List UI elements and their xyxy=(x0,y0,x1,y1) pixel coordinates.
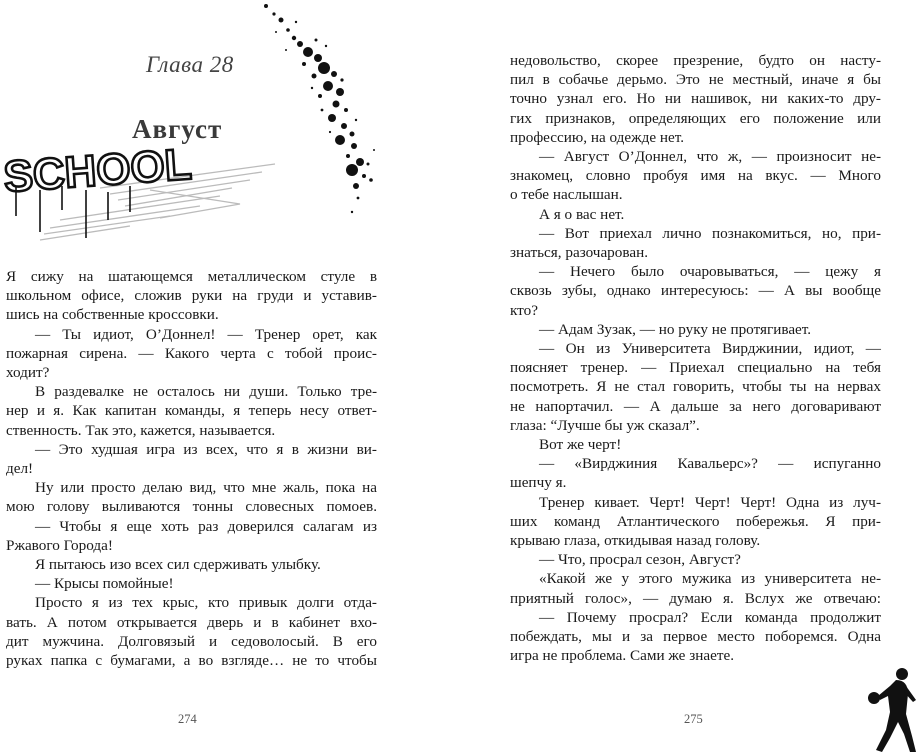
text-line: недовольство, скорее презрение, будто он насту- xyxy=(510,52,881,69)
text-line: А я о вас нет. xyxy=(539,205,625,223)
right-page xyxy=(462,0,919,754)
text-line: ственность. Так это, кажется, называется. xyxy=(6,421,276,439)
text-line: школьном офисе, сложив руки на груди и уставив- xyxy=(6,287,377,305)
text-line: руках папка с бумагами, а во взгляде… не то чтобы xyxy=(6,652,377,670)
text-line: — Август О’Доннел, что ж, — произносит не- xyxy=(539,148,881,166)
basketball-player-silhouette-icon xyxy=(866,664,919,754)
text-line: сквозь зубы, однако интересуюсь: — А вы вообще xyxy=(510,282,881,300)
text-line: Ну или просто делаю вид, что мне жаль, пока на xyxy=(35,479,377,497)
text-line: приятный голос», — думаю я. Вслух же отвечаю: xyxy=(510,589,881,607)
chapter-title: Август xyxy=(132,114,223,144)
text-line: — Вот приехал лично познакомиться, но, при- xyxy=(539,224,881,242)
text-line: вать. А потом открывается дверь и в кабинет вхо- xyxy=(6,613,377,631)
text-line: поясняет тренер. — Приехал специально на тебя xyxy=(510,359,881,377)
text-line: ших команд Атлантического побережья. Я при- xyxy=(510,512,881,530)
text-line: Ржавого Города! xyxy=(6,536,113,554)
text-line: — Почему просрал? Если команда продолжит xyxy=(539,608,881,626)
text-line: Я пытаюсь изо всех сил сдерживать улыбку. xyxy=(35,556,321,574)
text-line: глаза: “Лучше бы уж сказал”. xyxy=(510,416,700,434)
text-line: дел! xyxy=(6,460,34,478)
text-line: — Это худшая игра из всех, что я в жизни ви- xyxy=(35,440,377,458)
page-number: 275 xyxy=(684,712,703,726)
text-line: дит мужчина. Долговязый и седоволосый. В его xyxy=(6,632,377,650)
text-line: гих признаков, определяющих его положение или xyxy=(510,109,881,127)
page-number: 274 xyxy=(178,712,197,726)
text-line: — Нечего было очаровываться, — цежу я xyxy=(539,263,881,281)
right-page-body xyxy=(510,51,881,666)
text-line: Просто я из тех крыс, кто привык долги отдa- xyxy=(35,594,377,612)
graffiti-school-text: SCHOOL xyxy=(1,139,194,202)
text-line: пил в собачье дерьмо. Это не местный, иначе я бы xyxy=(510,71,881,89)
text-line: нер и я. Как капитан команды, я теперь несу ответ- xyxy=(6,402,377,420)
text-line: «Какой же у этого мужика из университета не- xyxy=(539,570,881,588)
text-line: шепчу я. xyxy=(510,474,567,492)
text-line: игра не проблема. Сами же знаете. xyxy=(510,647,735,665)
text-line: профессию, на одежде нет. xyxy=(510,128,685,146)
text-line: Вот же черт! xyxy=(539,436,622,454)
text-line: — Что, просрал сезон, Август? xyxy=(539,551,741,569)
text-line: — «Вирджиния Кавальерс»? — испуганно xyxy=(539,455,881,473)
text-line: не напортачил. — А дальше за него договаривают xyxy=(510,397,881,415)
text-line: кто? xyxy=(510,301,538,319)
text-line: о тебе наслышан. xyxy=(510,186,623,204)
text-line: Я сижу на шатающемся металлическом стуле в xyxy=(6,268,377,285)
text-line: — Чтобы я еще хоть раз доверился салагам из xyxy=(35,517,377,535)
text-line: крываю глаза, откидывая назад голову. xyxy=(510,532,761,550)
text-line: мою голову выливаются тонны словесных помоев. xyxy=(6,498,377,516)
text-line: посмотреть. Я не стал говорить, чтобы ты на нервах xyxy=(510,378,881,396)
left-page-body xyxy=(6,267,377,670)
text-line: — Ты идиот, О’Доннел! — Тренер орет, как xyxy=(35,325,377,343)
text-line: точно узнал его. Но ни нашивок, ни каких-то дру- xyxy=(510,90,881,108)
text-line: — Он из Университета Вирджинии, идиот, — xyxy=(539,340,881,358)
text-line: пожарная сирена. — Какого черта с тобой проис- xyxy=(6,344,377,362)
school-graffiti-illustration xyxy=(0,120,290,260)
text-line: побеждать, мы и за первое место поборемся. Одна xyxy=(510,628,881,646)
left-page xyxy=(0,0,455,754)
text-line: ходит? xyxy=(6,364,50,382)
text-line: шись на собственные кроссовки. xyxy=(6,306,219,324)
text-line: — Крысы помойные! xyxy=(35,575,174,593)
text-line: В раздевалке не осталось ни души. Только тре- xyxy=(35,383,377,401)
text-line: знакомец, словно пробуя имя на вкус. — Много xyxy=(510,167,881,185)
text-line: — Адам Зузак, — но руку не протягивает. xyxy=(539,320,812,338)
text-line: Тренер кивает. Черт! Черт! Черт! Одна из луч- xyxy=(539,493,881,511)
chapter-label: Глава 28 xyxy=(146,52,234,77)
text-line: знаться, разочарован. xyxy=(510,244,649,262)
